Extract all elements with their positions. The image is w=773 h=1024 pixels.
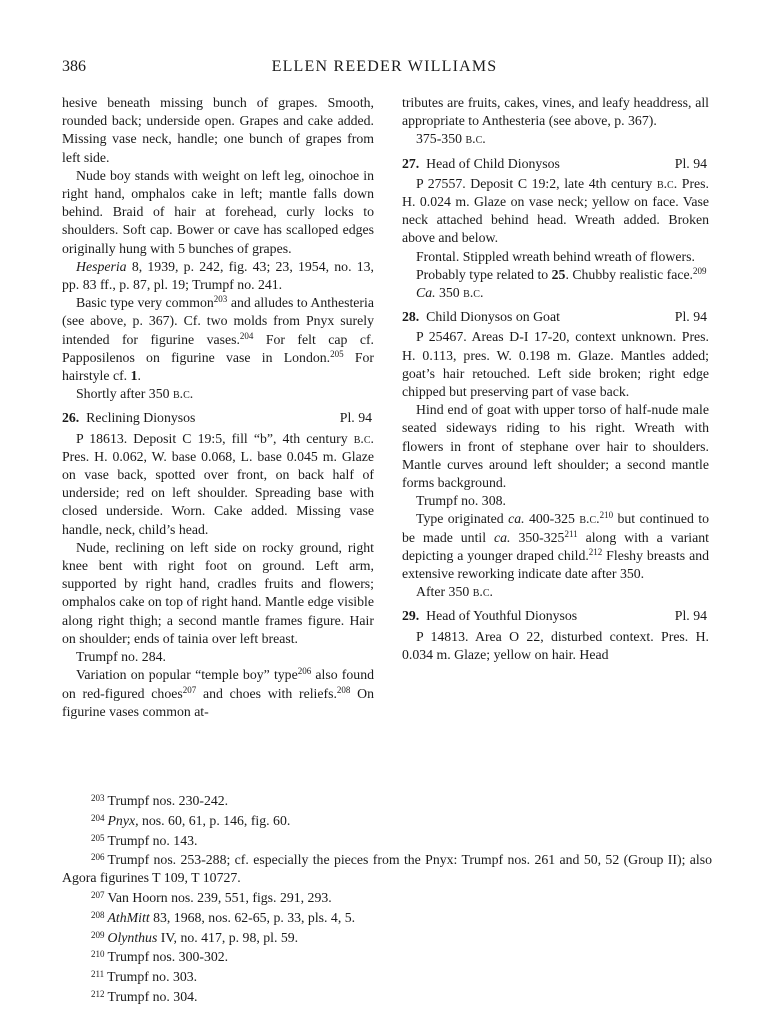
reference-line: Trumpf no. 308. xyxy=(416,493,506,509)
journal-title: Hesperia xyxy=(76,258,127,274)
footnote: $^{205}$ Trumpf no. 143. xyxy=(91,832,198,848)
right-column xyxy=(402,94,709,664)
bibliography-paragraph: Hesperia 8, 1939, p. 242, fig. 43; 23, 1954, no. 13, pp. 83 ff., p. 87, pl. 19; Trumpf no. 241. xyxy=(62,258,374,293)
footnote: $^{212}$ Trumpf no. 304. xyxy=(91,988,198,1004)
footnote-ref: 203 xyxy=(213,294,228,305)
footnote: $^{203}$ Trumpf nos. 230-242. xyxy=(91,793,229,808)
entry-heading-28 xyxy=(402,308,709,326)
catalog-paragraph: P 14813. Area O 22, disturbed context. Pres. H. 0.034 m. Glaze; yellow on hair. Head xyxy=(402,628,709,662)
plate-ref: Pl. 94 xyxy=(674,309,707,325)
continued-paragraph: hesive beneath missing bunch of grapes. Smooth, rounded back; underside open. Grapes and cake added. Missing vase neck, handle; one bunch of grapes from left side. xyxy=(62,95,374,165)
reference-line: Trumpf no. 284. xyxy=(76,649,166,665)
catalog-ref: 1 xyxy=(130,368,138,384)
footnote-ref: 204 xyxy=(239,330,254,341)
footnote-ref: 206 xyxy=(297,666,312,677)
entry-heading-27 xyxy=(402,155,709,173)
footnote-ref: 212 xyxy=(588,546,603,557)
catalog-ref: 25 xyxy=(551,266,566,282)
entry-number: 28. xyxy=(402,309,420,325)
plate-ref: Pl. 94 xyxy=(674,155,707,171)
description-paragraph: Frontal. Stippled wreath behind wreath of flowers. xyxy=(416,248,695,264)
commentary-paragraph: Type originated ca. 400-325 b.c.$^{210}$ but continued to be made until ca. $350-325^{211}$ along with a variant depicting a younger draped child.$^{212}$ Fleshy breasts and extensive reworking indicate date after 350. xyxy=(402,510,710,582)
catalog-paragraph: P 25467. Areas D-I 17-20, context unknown. Pres. H. 0.113, pres. W. 0.198 m. Glaze. Mantles added; goat’s hair retouched. Left side broken; right edge chipped but preserving part of vase back. xyxy=(402,329,709,400)
footnote: $^{211}$ Trumpf no. 303. xyxy=(91,969,198,985)
entry-title: Head of Child Dionysos xyxy=(426,155,560,171)
date-line: Shortly after 350 b.c. xyxy=(76,386,194,402)
page-number: 386 xyxy=(62,58,86,75)
footnote-ref: 209 xyxy=(693,265,707,276)
commentary-paragraph: Basic type very common$^{203}$ and alludes to Anthesteria (see above, p. 367). Cf. two molds from Pnyx surely intended for figurine vases.$^{204}$ For felt cap cf. Papposilenos on figurine vase in London.$^{205}$ For hairstyle cf. 1. xyxy=(62,294,374,384)
footnote-ref: 205 xyxy=(330,348,344,359)
footnote-ref: 210 xyxy=(599,510,614,521)
page-header xyxy=(62,58,707,80)
entry-title: Reclining Dionysos xyxy=(86,410,196,426)
entry-number: 26. xyxy=(62,410,80,426)
entry-heading-26 xyxy=(62,409,374,427)
entry-title: Head of Youthful Dionysos xyxy=(426,608,578,624)
left-column xyxy=(62,94,374,721)
plate-ref: Pl. 94 xyxy=(339,410,372,426)
footnote: $^{210}$ Trumpf nos. 300-302. xyxy=(91,949,229,965)
catalog-paragraph: P 27557. Deposit C 19:2, late 4th century b.c. Pres. H. 0.024 m. Glaze on vase neck; yellow on face. Vase neck attached behind head. Wreath added. Broken above and below. xyxy=(402,175,709,246)
footnote: $^{209}$ Olynthus IV, no. 417, p. 98, pl. 59. xyxy=(91,929,299,945)
footnote: $^{204}$ Pnyx, nos. 60, 61, p. 146, fig. 60. xyxy=(91,812,291,828)
continued-paragraph: tributes are fruits, cakes, vines, and leafy headdress, all appropriate to Anthesteria (see above, p. 367). xyxy=(402,95,709,129)
footnote-ref: 208 xyxy=(336,684,351,695)
date-line: After 350 b.c. xyxy=(416,584,493,600)
commentary-paragraph: Variation on popular “temple boy” type$^{206}$ also found on red-figured choes$^{207}$ and choes with reliefs.$^{208}$ On figurine vases common at- xyxy=(62,666,374,719)
footnote: $^{208}$ AthMitt 83, 1968, nos. 62-65, p. 33, pls. 4, 5. xyxy=(91,909,356,925)
footnotes xyxy=(62,790,712,1006)
date-line: Ca. 350 b.c. xyxy=(416,285,484,301)
footnote-ref: 211 xyxy=(564,528,578,539)
entry-title: Child Dionysos on Goat xyxy=(426,309,560,325)
date-line: 375-350 b.c. xyxy=(416,131,486,147)
footnote: $^{207}$ Van Hoorn nos. 239, 551, figs. 291, 293. xyxy=(91,889,332,905)
description-paragraph: Nude boy stands with weight on left leg, oinochoe in right hand, omphalos cake in left; mantle falls down behind. Braid of hair at forehead, curly locks to shoulders. Soft cap. Bower or cave has scalloped edges originally hung with 5 bunches of grapes. xyxy=(62,167,374,256)
entry-number: 29. xyxy=(402,608,420,624)
running-head: ELLEN REEDER WILLIAMS xyxy=(271,58,498,75)
catalog-paragraph: P 18613. Deposit C 19:5, fill “b”, 4th century b.c. Pres. H. 0.062, W. base 0.068, L. base 0.045 m. Glaze on vase back, spotted over front, on back half of underside; red on left shoulder. Spreading base with closed underside. Worn. Cake added. Missing vase handle, neck, child’s head. xyxy=(62,430,374,537)
description-paragraph: Hind end of goat with upper torso of half-nude male seated sideways riding to his right. Wreath with flowers in front of stephane over hair to shoulders. Mantle curves around left shoulder; a second mantle forms background. xyxy=(402,402,709,491)
entry-heading-29 xyxy=(402,607,709,625)
footnote: $^{206}$ Trumpf nos. 253-288; cf. especially the pieces from the Pnyx: Trumpf nos. 261 and 50, 52 (Group II); also Agora figurines T 109, T 10727. xyxy=(62,852,712,886)
commentary-paragraph: Probably type related to 25. Chubby realistic face.$^{209}$ xyxy=(416,265,707,282)
description-paragraph: Nude, reclining on left side on rocky ground, right knee bent with right foot on ground. Left arm, supported by right hand, cradles fruits and flowers; omphalos cake on top of right hand. Mantle edge visible along right thigh; a second mantle frames figure. Hair on shoulder; ends of tainia over left breast. xyxy=(62,539,374,646)
plate-ref: Pl. 94 xyxy=(674,608,707,624)
footnote-ref: 207 xyxy=(182,684,197,695)
entry-number: 27. xyxy=(402,155,420,171)
